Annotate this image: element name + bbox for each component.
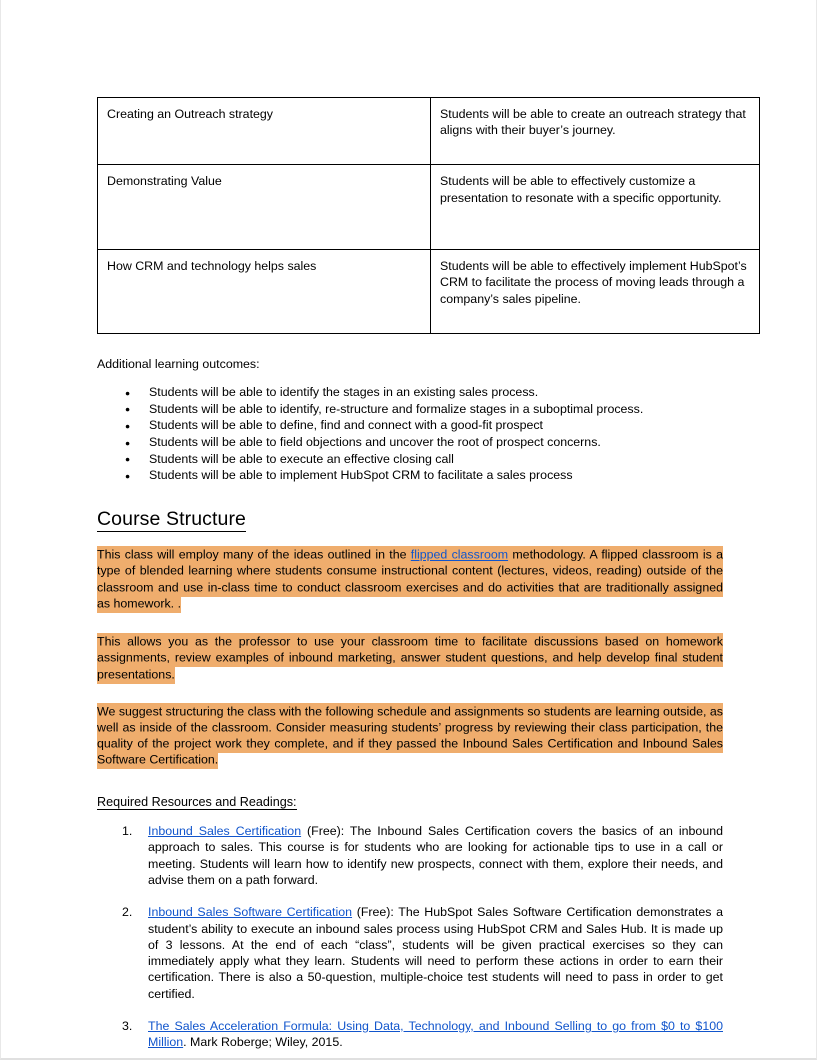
table-cell-topic	[98, 98, 431, 165]
document-content	[97, 97, 747, 1051]
highlight-span: We suggest structuring the class with the following schedule and assignments so students are learning outside, as well as inside of the classroom. Consider measuring students’ progress by reviewing their class participation, the quality of the project work they complete, and if they passed the Inbound Sales Certification and Inbound Sales Software Certification.	[97, 703, 723, 770]
highlighted-paragraph-1	[97, 547, 723, 612]
topic-text: Creating an Outreach strategy	[107, 107, 273, 121]
table-row	[98, 165, 760, 249]
topic-text: How CRM and technology helps sales	[107, 258, 317, 273]
resource-description-3: . Mark Roberge; Wiley, 2015.	[183, 1035, 343, 1050]
table-row	[98, 249, 760, 333]
list-item	[148, 823, 723, 888]
table-row	[98, 98, 760, 165]
section-heading-text: Course Structure	[97, 507, 246, 530]
table-cell-outcome: Students will be able to effectively customize a presentation to resonate with a specific opportunity.	[431, 165, 760, 249]
resource-link-3[interactable]: The Sales Acceleration Formula: Using Data, Technology, and Inbound Selling to go from $0 to $100 Million	[148, 1018, 723, 1050]
resource-description-2: (Free): The HubSpot Sales Software Certification demonstrates a student’s ability to execute an inbound sales process using HubSpot CRM and Sales Hub. It is made up of 3 lessons. At the end of each “class”, students will be given practical exercises so they can immediately apply what they learn. Students will need to perform these actions in order to earn their certification. There is also a 50-question, multiple-choice test students will need to pass in order to get certified.	[148, 905, 723, 1001]
resource-description-1: (Free): The Inbound Sales Certification covers the basics of an inbound approach to sales. This course is for students who are looking for actionable tips to use in a call or meeting. Students will learn how to identify new prospects, connect with them, explore their needs, and advise them on a path forward.	[148, 824, 723, 887]
highlighted-paragraph-3	[97, 703, 723, 768]
cell-spacer	[107, 190, 421, 239]
table-cell-outcome: Students will be able to create an outreach strategy that aligns with their buyer’s journey.	[431, 98, 760, 165]
table-cell-outcome: Students will be able to effectively implement HubSpot’s CRM to facilitate the process of moving leads through a company’s sales pipeline.	[431, 249, 760, 333]
list-item: ● Students will be able to identify the stages in an existing sales process.	[149, 384, 723, 401]
flipped-classroom-link[interactable]: flipped classroom	[410, 547, 509, 562]
learning-outcomes-table	[97, 97, 760, 334]
highlight-span: This allows you as the professor to use your classroom time to facilitate discussions based on homework assignments, review examples of inbound marketing, answer student questions, and help develop final student presentations.	[97, 633, 723, 683]
table-cell-topic	[98, 249, 431, 333]
list-item: ● Students will be able to define, find and connect with a good-fit prospect	[149, 417, 723, 434]
page-title	[97, 508, 723, 531]
highlighted-paragraph-2	[97, 634, 723, 683]
paragraph-text-before-link: This class will employ many of the ideas outlined in the	[97, 547, 411, 562]
resource-link-2[interactable]: Inbound Sales Software Certification	[148, 905, 353, 920]
resources-list	[97, 823, 723, 1051]
cell-spacer	[107, 122, 421, 154]
additional-outcomes-list	[97, 384, 723, 484]
highlight-span	[97, 546, 723, 613]
paragraph-text-after-link: methodology. A flipped classroom is a type of blended learning where students consume instructional content (lectures, videos, reading) outside of the classroom and use in-class time to conduct classroom exercises and do activities that are traditionally assigned as homework. .	[97, 547, 724, 611]
table-cell-topic	[98, 165, 431, 249]
cell-spacer	[107, 274, 421, 323]
list-item: ● Students will be able to execute an effective closing call	[149, 451, 723, 468]
topic-text: Demonstrating Value	[107, 174, 222, 189]
list-item: ● Students will be able to field objections and uncover the root of prospect concerns.	[149, 434, 723, 451]
additional-outcomes-intro: Additional learning outcomes:	[97, 357, 260, 372]
list-item: ● Students will be able to identify, re-structure and formalize stages in a suboptimal process.	[149, 401, 723, 418]
list-item: ● Students will be able to implement HubSpot CRM to facilitate a sales process	[149, 467, 723, 484]
resources-heading-text: Required Resources and Readings:	[97, 795, 297, 810]
list-item	[148, 1018, 723, 1051]
resources-heading	[97, 795, 723, 809]
resource-link-1[interactable]: Inbound Sales Certification	[148, 824, 302, 839]
list-item	[148, 904, 723, 1002]
